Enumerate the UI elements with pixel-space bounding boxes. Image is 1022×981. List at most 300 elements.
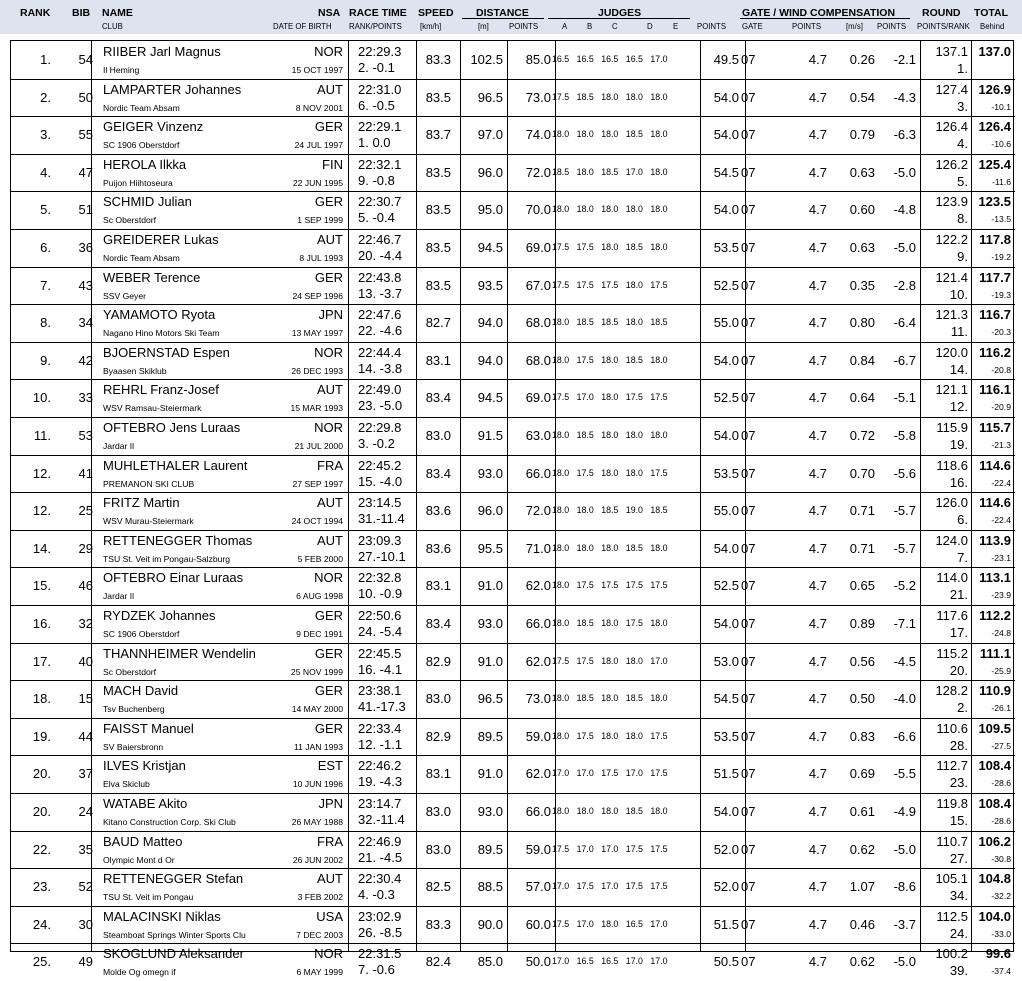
header-judge-b: B (587, 22, 593, 31)
race-rank-points: 3. -0.2 (358, 436, 395, 451)
judge-points: 54.0 (713, 428, 739, 443)
nsa-cell: AUT (317, 382, 343, 398)
race-rank-points: 4. -0.3 (358, 887, 395, 903)
row-divider (11, 906, 1015, 907)
behind-cell: -22.4 (991, 515, 1011, 526)
club-name: SSV Geyer (103, 290, 146, 301)
row-divider (11, 943, 1015, 944)
round-rank: 11. (950, 324, 968, 340)
race-rank-points: 13. -3.7 (358, 285, 403, 301)
race-time: 22:33.4 (358, 720, 402, 736)
table-row (11, 116, 1015, 154)
results-table (10, 40, 1014, 979)
table-row (11, 831, 1015, 869)
total-points: 109.5 (978, 720, 1011, 736)
race-time: 22:31.5 (358, 946, 402, 962)
judge-score-d: 16.5 (625, 54, 643, 64)
race-time: 22:30.7 (358, 194, 402, 210)
wind-points: -6.3 (893, 127, 916, 143)
wind-points: -4.0 (893, 691, 916, 707)
race-rank-points: 21. -4.5 (358, 849, 403, 865)
judge-points: 52.5 (713, 277, 739, 293)
wind-points: -5.0 (893, 164, 916, 180)
athlete-name: FAISST Manuel (103, 720, 194, 736)
gate-cell: 07 (741, 428, 756, 443)
judge-score-e: 17.0 (650, 655, 668, 666)
header-wind-points: POINTS (877, 22, 907, 31)
judge-score-e: 18.0 (650, 542, 668, 553)
rank-cell: 7. (40, 277, 51, 293)
race-rank-points: 12. -1.1 (358, 736, 403, 752)
round-rank: 9. (957, 249, 968, 264)
athlete-name: FRITZ Martin (103, 495, 180, 511)
gate-cell: 07 (741, 616, 756, 631)
row-divider (11, 567, 1015, 568)
speed-cell: 83.6 (425, 503, 451, 519)
judge-score-a: 17.5 (552, 843, 570, 854)
row-divider (11, 116, 1015, 117)
judge-score-a: 18.0 (552, 580, 570, 591)
round-points: 117.6 (936, 608, 968, 623)
distance-cell: 93.0 (477, 465, 503, 481)
judge-score-b: 18.0 (576, 542, 594, 553)
total-points: 113.9 (979, 532, 1011, 548)
gate-points: 4.7 (808, 315, 827, 331)
judge-score-d: 18.5 (625, 354, 643, 365)
wind-points: -7.1 (893, 616, 916, 631)
club-name: Puijon Hiihtoseura (103, 177, 173, 188)
judge-score-c: 18.0 (601, 392, 619, 403)
athlete-name: GEIGER Vinzenz (103, 119, 204, 135)
judge-score-a: 18.5 (552, 166, 570, 177)
table-row (11, 455, 1015, 493)
athlete-name: RIIBER Jarl Magnus (103, 44, 221, 59)
behind-cell: -37.4 (991, 966, 1011, 977)
gate-points: 4.7 (808, 691, 827, 707)
distance-points: 74.0 (525, 127, 551, 143)
wind-points: -4.9 (893, 804, 916, 819)
speed-cell: 83.1 (425, 578, 451, 594)
table-row (11, 41, 1015, 79)
distance-cell: 89.5 (477, 841, 503, 857)
distance-cell: 91.0 (477, 766, 503, 782)
club-name: Kitano Construction Corp. Ski Club (103, 817, 236, 827)
speed-cell: 83.0 (425, 804, 451, 819)
judge-score-d: 17.5 (625, 843, 643, 854)
behind-cell: -19.2 (991, 252, 1011, 262)
athlete-name: WATABE Akito (103, 796, 188, 811)
gate-points: 4.7 (808, 804, 827, 819)
athlete-name: BJOERNSTAD Espen (103, 344, 230, 360)
date-of-birth: 24 JUL 1997 (294, 140, 343, 151)
judge-score-c: 18.0 (601, 467, 619, 478)
table-row (11, 79, 1015, 117)
bib-cell: 32 (78, 616, 93, 631)
nsa-cell: JPN (318, 796, 343, 811)
nsa-cell: GER (314, 683, 343, 699)
judge-points: 55.0 (713, 503, 739, 519)
judge-score-a: 17.0 (552, 881, 570, 892)
wind-speed: 1.07 (849, 879, 875, 895)
race-rank-points: 9. -0.8 (358, 172, 395, 188)
header-gate-points: POINTS (792, 22, 822, 31)
rank-cell: 14. (32, 540, 51, 556)
round-rank: 5. (957, 173, 968, 189)
speed-cell: 83.5 (425, 277, 451, 293)
judge-score-d: 17.0 (625, 956, 643, 967)
judge-points: 54.0 (713, 127, 739, 143)
athlete-name: RETTENEGGER Stefan (103, 871, 244, 887)
judge-score-e: 18.0 (650, 129, 668, 140)
date-of-birth: 6 MAY 1999 (296, 967, 343, 978)
judge-score-d: 17.5 (625, 580, 643, 591)
table-row (11, 868, 1015, 906)
total-points: 110.9 (979, 683, 1011, 699)
date-of-birth: 13 MAY 1997 (291, 328, 343, 339)
date-of-birth: 14 MAY 2000 (291, 704, 343, 715)
distance-cell: 93.5 (477, 277, 503, 293)
round-rank: 12. (949, 399, 968, 415)
nsa-cell: GER (314, 645, 343, 661)
header-judges: JUDGES (598, 7, 642, 19)
round-points: 114.0 (936, 570, 968, 586)
nsa-cell: NOR (314, 344, 343, 360)
bib-cell: 30 (78, 916, 93, 932)
nsa-cell: NOR (314, 946, 343, 962)
judge-score-b: 17.5 (576, 881, 594, 892)
bib-cell: 36 (78, 240, 93, 255)
bib-cell: 52 (78, 879, 93, 895)
distance-cell: 96.5 (477, 89, 503, 105)
gate-points: 4.7 (808, 89, 827, 105)
speed-cell: 83.0 (425, 691, 451, 707)
behind-cell: -22.4 (991, 477, 1011, 488)
race-time: 22:50.6 (358, 608, 402, 623)
wind-points: -5.8 (893, 428, 916, 443)
judge-score-d: 17.0 (625, 768, 643, 779)
nsa-cell: FRA (317, 833, 343, 849)
judge-score-a: 18.0 (552, 542, 570, 553)
date-of-birth: 24 OCT 1994 (291, 516, 343, 527)
total-points: 99.6 (985, 946, 1011, 962)
nsa-cell: GER (314, 608, 343, 623)
total-points: 104.8 (978, 871, 1011, 887)
wind-speed: 0.60 (849, 202, 875, 218)
distance-points: 73.0 (525, 89, 551, 105)
date-of-birth: 1 SEP 1999 (297, 215, 343, 226)
judge-score-b: 17.5 (576, 655, 594, 666)
total-points: 126.9 (978, 81, 1011, 97)
distance-points: 72.0 (525, 503, 551, 519)
rank-cell: 1. (40, 52, 51, 67)
judge-score-d: 17.5 (625, 881, 643, 892)
wind-points: -5.7 (893, 503, 916, 519)
race-time: 22:31.0 (358, 81, 402, 97)
bib-cell: 35 (78, 841, 93, 857)
race-time: 23:38.1 (358, 683, 402, 699)
row-divider (11, 79, 1015, 80)
gate-points: 4.7 (808, 202, 827, 218)
nsa-cell: AUT (317, 232, 343, 247)
athlete-name: WEBER Terence (103, 269, 201, 285)
distance-cell: 96.0 (477, 503, 503, 519)
table-row (11, 379, 1015, 417)
gate-cell: 07 (741, 89, 756, 105)
judge-score-d: 17.5 (625, 392, 643, 403)
gate-points: 4.7 (808, 766, 827, 782)
row-divider (11, 417, 1015, 418)
round-rank: 7. (957, 549, 968, 565)
wind-speed: 0.83 (849, 728, 875, 744)
nsa-cell: GER (314, 720, 343, 736)
race-time: 22:30.4 (358, 871, 402, 887)
row-divider (11, 831, 1015, 832)
table-row (11, 229, 1015, 267)
judge-points: 53.5 (713, 240, 739, 255)
wind-points: -2.1 (893, 52, 916, 67)
behind-cell: -20.3 (991, 327, 1011, 338)
speed-cell: 83.0 (425, 841, 451, 857)
judge-score-d: 19.0 (625, 505, 643, 516)
row-divider (11, 267, 1015, 268)
round-points: 126.2 (935, 156, 968, 172)
speed-cell: 82.9 (425, 728, 451, 744)
distance-cell: 93.0 (477, 616, 503, 631)
judge-score-c: 16.5 (601, 54, 619, 64)
round-rank: 16. (949, 474, 968, 490)
distance-points: 59.0 (525, 728, 551, 744)
judge-score-b: 17.5 (576, 467, 594, 478)
judge-score-b: 17.0 (576, 392, 594, 403)
judge-score-a: 16.5 (552, 54, 570, 64)
gate-cell: 07 (741, 52, 756, 67)
race-rank-points: 5. -0.4 (358, 210, 395, 226)
wind-points: -4.3 (893, 89, 916, 105)
judge-score-e: 18.5 (650, 505, 668, 516)
wind-speed: 0.71 (849, 503, 875, 519)
nsa-cell: FRA (317, 457, 343, 473)
judge-score-d: 16.5 (625, 918, 643, 929)
gate-points: 4.7 (808, 127, 827, 143)
judge-score-c: 17.5 (601, 768, 619, 779)
judge-score-d: 17.0 (625, 166, 643, 177)
judge-score-b: 18.5 (576, 91, 594, 102)
judge-score-a: 17.0 (552, 956, 570, 967)
judge-score-b: 18.5 (576, 430, 594, 440)
wind-speed: 0.79 (849, 127, 875, 143)
total-points: 114.6 (979, 457, 1011, 473)
judge-score-c: 18.0 (601, 129, 619, 140)
row-divider (11, 304, 1015, 305)
rank-cell: 12. (32, 465, 51, 481)
race-rank-points: 1. 0.0 (358, 135, 391, 151)
rank-cell: 15. (32, 578, 51, 594)
club-name: Molde Og omegn if (103, 967, 176, 978)
judge-points: 53.5 (713, 465, 739, 481)
bib-cell: 34 (78, 315, 93, 331)
judge-score-c: 18.0 (601, 542, 619, 553)
speed-cell: 83.4 (425, 465, 451, 481)
distance-points: 72.0 (525, 164, 551, 180)
round-rank: 2. (957, 700, 968, 716)
table-row (11, 530, 1015, 568)
row-divider (11, 643, 1015, 644)
judge-score-b: 18.5 (576, 618, 594, 628)
rank-cell: 9. (40, 352, 51, 368)
athlete-name: MALACINSKI Niklas (103, 908, 221, 924)
gate-points: 4.7 (808, 578, 827, 594)
date-of-birth: 3 FEB 2002 (297, 892, 343, 903)
wind-speed: 0.35 (849, 277, 875, 293)
nsa-cell: FIN (322, 156, 343, 172)
judge-score-a: 17.5 (552, 918, 570, 929)
round-rank: 21. (949, 587, 968, 603)
bib-cell: 44 (78, 728, 93, 744)
nsa-cell: USA (316, 908, 343, 924)
athlete-name: THANNHEIMER Wendelin (103, 645, 256, 661)
wind-speed: 0.54 (849, 89, 875, 105)
race-time: 22:44.4 (358, 344, 402, 360)
distance-cell: 90.0 (477, 916, 503, 932)
wind-speed: 0.46 (849, 916, 875, 932)
judge-score-d: 18.0 (625, 279, 643, 290)
judge-score-b: 18.0 (576, 204, 594, 215)
gate-cell: 07 (741, 127, 756, 143)
behind-cell: -20.9 (991, 402, 1011, 413)
behind-cell: -25.9 (991, 665, 1011, 676)
row-divider (11, 191, 1015, 192)
judge-score-a: 18.0 (552, 467, 570, 478)
round-rank: 17. (949, 625, 968, 640)
judge-points: 51.5 (713, 766, 739, 782)
distance-cell: 94.0 (477, 315, 503, 331)
row-divider (11, 793, 1015, 794)
athlete-name: REHRL Franz-Josef (103, 382, 219, 398)
date-of-birth: 7 DEC 2003 (296, 929, 343, 940)
judge-points: 52.0 (713, 841, 739, 857)
gate-points: 4.7 (808, 653, 827, 669)
judge-score-e: 17.5 (650, 730, 668, 741)
round-points: 126.0 (935, 495, 968, 511)
race-time: 22:46.9 (358, 833, 402, 849)
total-points: 113.1 (979, 570, 1011, 586)
speed-cell: 83.7 (425, 127, 451, 143)
nsa-cell: AUT (317, 532, 343, 548)
header-race-time: RACE TIME (349, 7, 407, 19)
rank-cell: 8. (40, 315, 51, 331)
wind-speed: 0.61 (849, 804, 875, 819)
wind-speed: 0.50 (849, 691, 875, 707)
header-name: NAME (102, 7, 133, 19)
judge-points: 53.5 (713, 728, 739, 744)
judge-score-d: 18.0 (625, 467, 643, 478)
judge-score-c: 18.0 (601, 918, 619, 929)
bib-cell: 55 (78, 127, 93, 143)
judge-score-d: 18.5 (625, 129, 643, 140)
behind-cell: -24.8 (991, 628, 1011, 638)
athlete-name: GREIDERER Lukas (103, 232, 219, 247)
wind-points: -6.6 (893, 728, 916, 744)
table-row (11, 605, 1015, 643)
behind-cell: -33.0 (991, 928, 1011, 939)
race-time: 22:29.3 (358, 44, 402, 59)
athlete-name: ILVES Kristjan (103, 758, 186, 774)
rank-cell: 6. (40, 240, 51, 255)
round-points: 128.2 (935, 683, 968, 699)
wind-points: -5.2 (893, 578, 916, 594)
gate-points: 4.7 (808, 728, 827, 744)
gate-cell: 07 (741, 916, 756, 932)
rank-cell: 12. (32, 503, 51, 519)
round-rank: 14. (949, 361, 968, 377)
speed-cell: 82.9 (425, 653, 451, 669)
club-name: Sc Oberstdorf (103, 666, 157, 677)
header-gate-wind: GATE / WIND COMPENSATION (742, 7, 896, 19)
athlete-name: MUHLETHALER Laurent (103, 457, 248, 473)
distance-points: 62.0 (525, 766, 551, 782)
header-total: TOTAL (974, 7, 1009, 19)
gate-cell: 07 (741, 691, 756, 707)
judge-score-e: 17.5 (650, 580, 668, 591)
speed-cell: 83.0 (425, 428, 451, 443)
round-points: 127.4 (935, 81, 968, 97)
date-of-birth: 24 SEP 1996 (292, 290, 343, 301)
club-name: SC 1906 Oberstdorf (103, 140, 180, 151)
race-time: 22:49.0 (358, 382, 402, 398)
gate-cell: 07 (741, 390, 756, 406)
gate-points: 4.7 (808, 916, 827, 932)
judge-score-e: 18.0 (650, 166, 668, 177)
rank-cell: 22. (32, 841, 51, 857)
behind-cell: -13.5 (991, 214, 1011, 225)
distance-cell: 94.0 (477, 352, 503, 368)
wind-speed: 0.62 (849, 954, 875, 970)
total-points: 112.2 (979, 608, 1011, 623)
judge-score-a: 17.5 (552, 279, 570, 290)
speed-cell: 83.6 (425, 540, 451, 556)
wind-speed: 0.70 (849, 465, 875, 481)
rank-cell: 20. (32, 766, 51, 782)
speed-cell: 82.4 (425, 954, 451, 970)
behind-cell: -19.3 (991, 289, 1011, 300)
row-divider (11, 718, 1015, 719)
behind-cell: -21.3 (991, 440, 1011, 450)
round-rank: 34. (949, 888, 968, 904)
table-row (11, 793, 1015, 831)
judge-points: 55.0 (713, 315, 739, 331)
club-name: Jardar Il (103, 591, 135, 602)
rank-cell: 19. (32, 728, 51, 744)
gate-points: 4.7 (808, 164, 827, 180)
nsa-cell: AUT (317, 81, 343, 97)
nsa-cell: GER (314, 194, 343, 210)
distance-points: 69.0 (525, 390, 551, 406)
distance-points: 62.0 (525, 578, 551, 594)
judge-score-e: 18.5 (650, 317, 668, 328)
total-points: 137.0 (978, 44, 1011, 59)
bib-cell: 40 (78, 653, 93, 669)
distance-points: 73.0 (525, 691, 551, 707)
header-round: ROUND (922, 7, 961, 19)
speed-cell: 83.3 (425, 52, 451, 67)
gate-points: 4.7 (808, 540, 827, 556)
judge-points: 54.0 (713, 352, 739, 368)
gate-cell: 07 (741, 766, 756, 782)
judge-points: 54.5 (713, 691, 739, 707)
round-rank: 1. (957, 61, 968, 76)
club-name: Sc Oberstdorf (103, 215, 157, 226)
judge-score-e: 18.0 (650, 354, 668, 365)
